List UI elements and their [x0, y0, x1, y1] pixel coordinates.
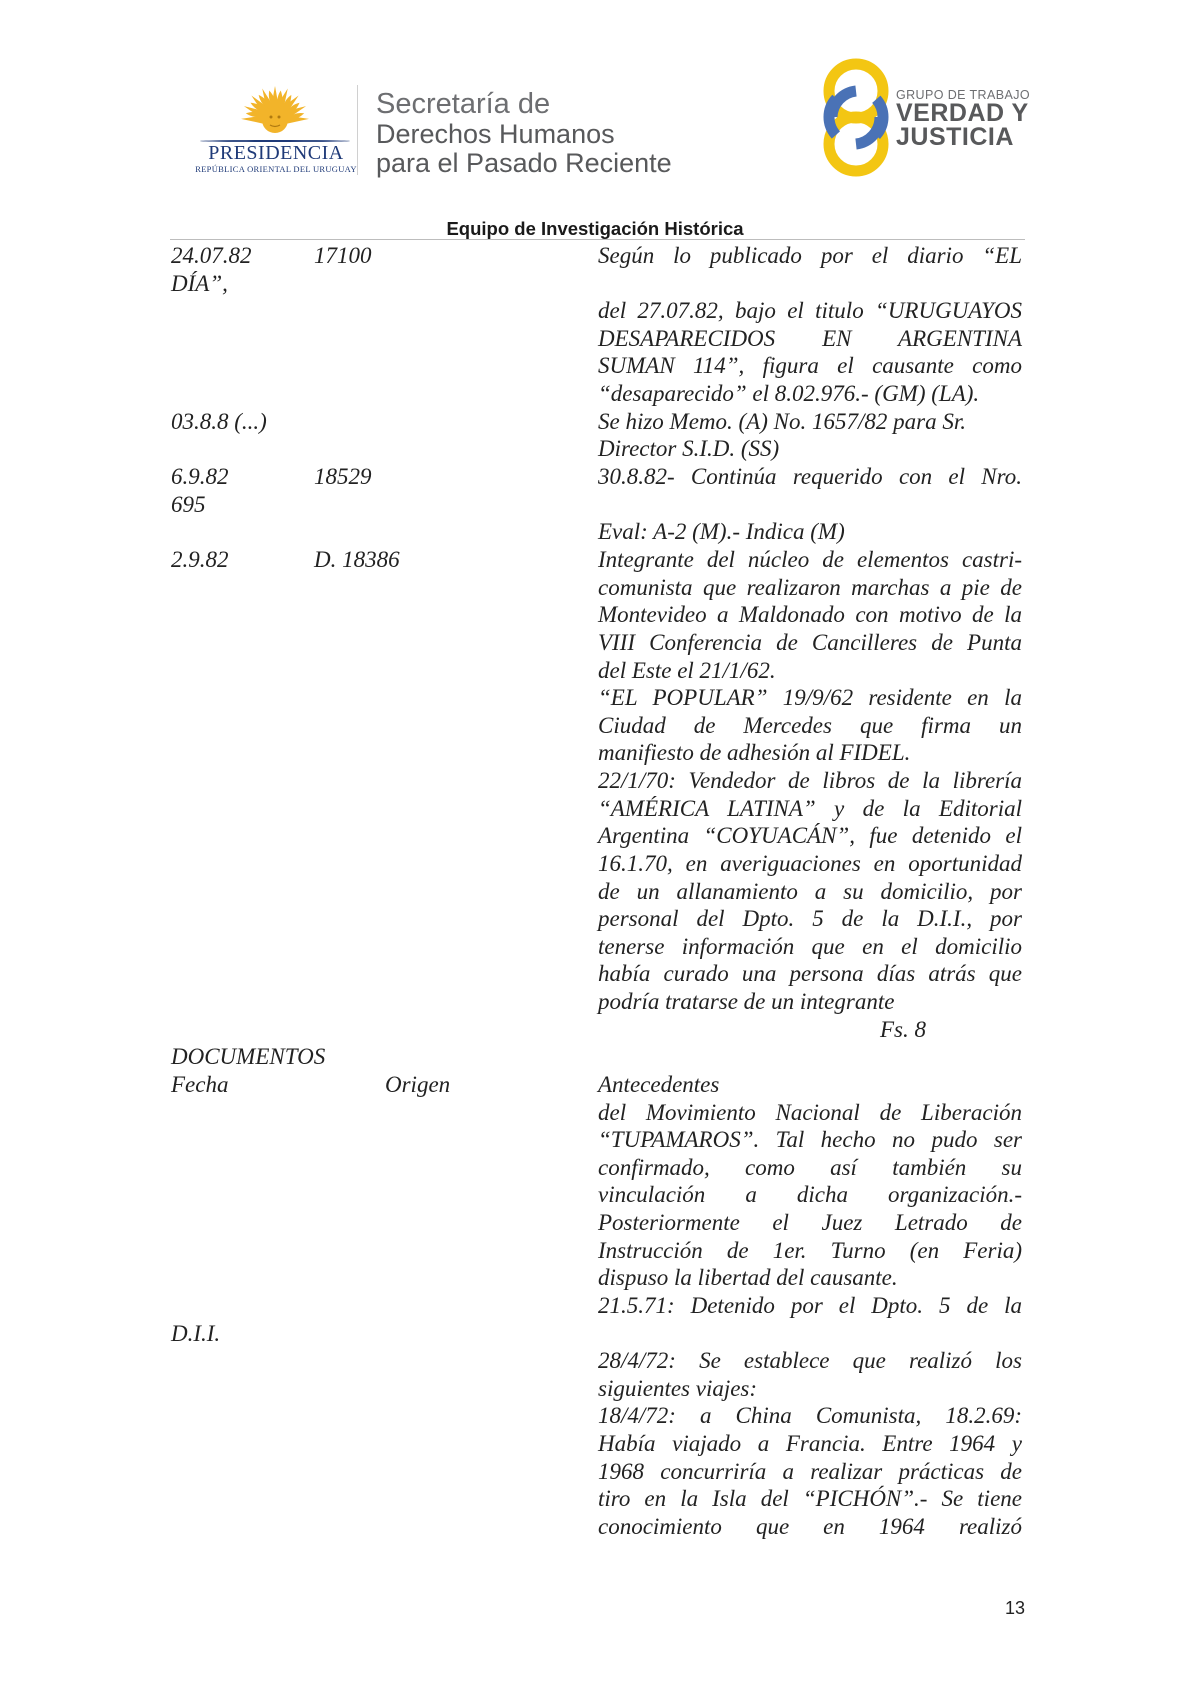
row4-line: había curado una persona días atrás que [598, 961, 1022, 986]
row4-line: 16.1.70, en averiguaciones en oportunidad [598, 851, 1022, 876]
row3-desc: 30.8.82- Continúa requerido con el Nro. [598, 464, 1022, 489]
row1-line3: DESAPARECIDOS EN ARGENTINA [598, 326, 1022, 351]
presidencia-label: PRESIDENCIA [208, 142, 344, 164]
documentos-heading: DOCUMENTOS [171, 1044, 326, 1069]
column-origen: Origen [385, 1072, 451, 1097]
row3-number: 18529 [314, 464, 372, 489]
secretaria-logo-text [376, 90, 672, 177]
header-rule [170, 239, 1025, 240]
row1-line5: “desaparecido” el 8.02.976.- (GM) (LA). [598, 381, 980, 406]
row4-line: Argentina “COYUACÁN”, fue detenido el [598, 823, 1022, 848]
row5-line: Instrucción de 1er. Turno (en Feria) [598, 1238, 1022, 1263]
secretaria-line3: para el Pasado Reciente [376, 148, 672, 178]
row5-line: confirmado, como así también su [598, 1155, 1022, 1180]
gtvj-line2: VERDAD Y [896, 99, 1029, 127]
row3-line2: Eval: A-2 (M).- Indica (M) [598, 519, 845, 544]
row5-origin: D.I.I. [171, 1321, 221, 1346]
row1-line4: SUMAN 114”, figura el causante como [598, 353, 1022, 378]
row4-line: de un allanamiento a su domicilio, por [598, 879, 1022, 904]
row6-line: tiro en la Isla del “PICHÓN”.- Se tiene [598, 1486, 1022, 1511]
row3-date: 6.9.82 [171, 464, 229, 489]
page-number: 13 [1005, 1598, 1026, 1618]
row3-wrap: 695 [171, 492, 206, 517]
header-divider [357, 85, 358, 175]
row2-line2: Director S.I.D. (SS) [598, 436, 780, 461]
team-title: Equipo de Investigación Histórica [446, 218, 744, 239]
row4-line: comunista que realizaron marchas a pie de [598, 575, 1022, 600]
row4-line: Ciudad de Mercedes que firma un [598, 713, 1022, 738]
row1-wrap: DÍA”, [171, 271, 228, 296]
row4-line: 22/1/70: Vendedor de libros de la librería [598, 768, 1022, 793]
row4-line: “EL POPULAR” 19/9/62 residente en la [598, 685, 1022, 710]
row4-line: VIII Conferencia de Cancilleres de Punta [598, 630, 1022, 655]
secretaria-line2: Derechos Humanos [376, 119, 615, 149]
row4-line: tenerse información que en el domicilio [598, 934, 1022, 959]
row5-line: vinculación a dicha organización.- [598, 1182, 1022, 1207]
row4-number: D. 18386 [314, 547, 400, 572]
row4-date: 2.9.82 [171, 547, 229, 572]
row4-line: personal del Dpto. 5 de la D.I.I., por [598, 906, 1022, 931]
column-fecha: Fecha [171, 1072, 229, 1097]
row6-line: conocimiento que en 1964 realizó [598, 1514, 1022, 1539]
row1-line2: del 27.07.82, bajo el titulo “URUGUAYOS [598, 298, 1022, 323]
row5-line: 21.5.71: Detenido por el Dpto. 5 de la [598, 1293, 1022, 1318]
row6-line: Había viajado a Francia. Entre 1964 y [598, 1431, 1022, 1456]
row2-line1: Se hizo Memo. (A) No. 1657/82 para Sr. [598, 409, 966, 434]
row6-line: siguientes viajes: [598, 1376, 758, 1401]
row1-number: 17100 [314, 243, 372, 268]
presidencia-sublabel: REPÚBLICA ORIENTAL DEL URUGUAY [195, 164, 357, 174]
row4-line: Integrante del núcleo de elementos castri- [598, 547, 1022, 572]
row4-line: podría tratarse de un integrante [598, 989, 895, 1014]
folio-number: Fs. 8 [880, 1017, 926, 1042]
row1-date: 24.07.82 [171, 243, 252, 268]
row4-line: del Este el 21/1/62. [598, 658, 776, 683]
secretaria-line1: Secretaría de [376, 88, 551, 120]
row1-desc: Según lo publicado por el diario “EL [598, 243, 1022, 268]
column-antecedentes: Antecedentes [598, 1072, 720, 1097]
row4-line: “AMÉRICA LATINA” y de la Editorial [598, 796, 1022, 821]
row5-line: del Movimiento Nacional de Liberación [598, 1100, 1022, 1125]
row2-date: 03.8.8 (...) [171, 409, 267, 434]
row6-line: 28/4/72: Se establece que realizó los [598, 1348, 1022, 1373]
row5-line: dispuso la libertad del causante. [598, 1265, 898, 1290]
row5-line: Posteriormente el Juez Letrado de [598, 1210, 1022, 1235]
row4-line: manifiesto de adhesión al FIDEL. [598, 740, 911, 765]
row6-line: 18/4/72: a China Comunista, 18.2.69: [598, 1403, 1022, 1428]
row6-line: 1968 concurriría a realizar prácticas de [598, 1459, 1022, 1484]
row5-line: “TUPAMAROS”. Tal hecho no pudo ser [598, 1127, 1022, 1152]
gtvj-line1: GRUPO DE TRABAJO [896, 88, 1030, 102]
gtvj-line3: JUSTICIA [896, 123, 1014, 151]
row4-line: Montevideo a Maldonado con motivo de la [598, 602, 1022, 627]
